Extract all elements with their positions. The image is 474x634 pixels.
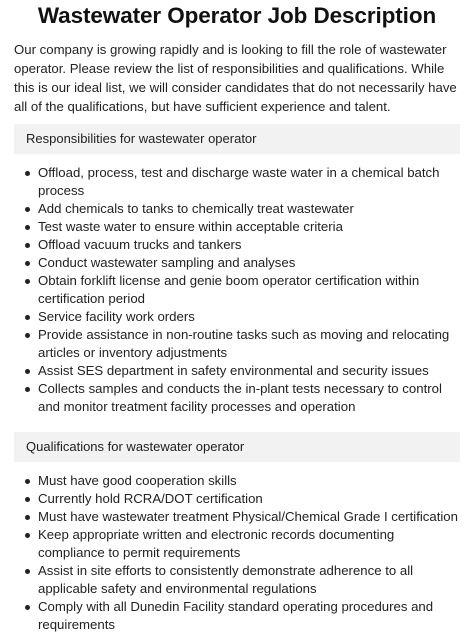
list-item-text: Conduct wastewater sampling and analyses xyxy=(38,255,296,270)
bullet-icon xyxy=(25,261,30,266)
bullet-icon xyxy=(25,171,30,176)
bullet-icon xyxy=(25,207,30,212)
list-item xyxy=(14,164,460,200)
list-item-text: Assist in site efforts to consistently demonstrate adherence to all applicable safety and environmental regulations xyxy=(38,563,414,596)
bullet-icon xyxy=(25,605,30,610)
list-item xyxy=(14,490,460,508)
qualifications-header: Qualifications for wastewater operator xyxy=(14,432,460,462)
list-item-text: Offload, process, test and discharge waste water in a chemical batch process xyxy=(38,165,440,198)
bullet-icon xyxy=(25,243,30,248)
list-item-text: Service facility work orders xyxy=(38,309,195,324)
bullet-icon xyxy=(25,387,30,392)
responsibilities-header: Responsibilities for wastewater operator xyxy=(14,124,460,154)
intro-paragraph: Our company is growing rapidly and is looking to fill the role of wastewater operator. Please review the list of responsibilities and qualifications. While this is our ideal list, we will consider candidates that do not necessarily have all of the qualifications, but have sufficient experience and talent. xyxy=(14,42,457,114)
list-item-text: Obtain forklift license and genie boom operator certification within certification period xyxy=(38,273,420,306)
list-item xyxy=(14,254,460,272)
list-item xyxy=(14,236,460,254)
list-item-text: Offload vacuum trucks and tankers xyxy=(38,237,242,252)
list-item xyxy=(14,508,460,526)
qualifications-list xyxy=(14,472,460,634)
page-title: Wastewater Operator Job Description xyxy=(37,3,437,28)
list-item-text: Comply with all Dunedin Facility standard operating procedures and requirements xyxy=(38,599,434,632)
list-item xyxy=(14,380,460,416)
list-item xyxy=(14,218,460,236)
bullet-icon xyxy=(25,533,30,538)
list-item-text: Keep appropriate written and electronic records documenting compliance to permit requirements xyxy=(38,527,395,560)
list-item-text: Currently hold RCRA/DOT certification xyxy=(38,491,263,506)
bullet-icon xyxy=(25,333,30,338)
bullet-icon xyxy=(25,497,30,502)
list-item xyxy=(14,526,460,562)
list-item xyxy=(14,472,460,490)
list-item-text: Collects samples and conducts the in-plant tests necessary to control and monitor treatment facility processes and operation xyxy=(38,381,442,414)
list-item xyxy=(14,272,460,308)
responsibilities-list xyxy=(14,164,460,416)
bullet-icon xyxy=(25,369,30,374)
list-item-text: Provide assistance in non-routine tasks such as moving and relocating articles or inventory adjustments xyxy=(38,327,450,360)
list-item xyxy=(14,362,460,380)
list-item-text: Test waste water to ensure within acceptable criteria xyxy=(38,219,343,234)
list-item xyxy=(14,200,460,218)
list-item-text: Assist SES department in safety environmental and security issues xyxy=(38,363,429,378)
list-item xyxy=(14,598,460,634)
bullet-icon xyxy=(25,515,30,520)
bullet-icon xyxy=(25,569,30,574)
bullet-icon xyxy=(25,315,30,320)
bullet-icon xyxy=(25,225,30,230)
list-item xyxy=(14,326,460,362)
list-item-text: Must have good cooperation skills xyxy=(38,473,237,488)
list-item xyxy=(14,562,460,598)
list-item-text: Must have wastewater treatment Physical/Chemical Grade I certification xyxy=(38,509,458,524)
bullet-icon xyxy=(25,279,30,284)
bullet-icon xyxy=(25,479,30,484)
list-item xyxy=(14,308,460,326)
list-item-text: Add chemicals to tanks to chemically treat wastewater xyxy=(38,201,354,216)
